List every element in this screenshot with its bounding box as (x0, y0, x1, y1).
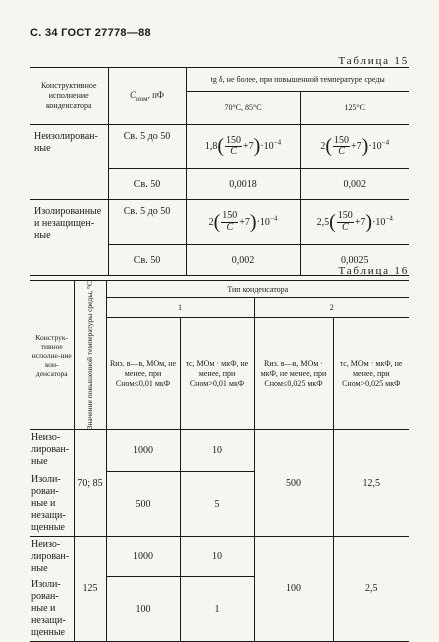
t15-cap-over: Св. 50 (108, 245, 186, 276)
t16-value: 1 (180, 577, 254, 642)
table16-caption: Таблица 16 (338, 265, 409, 277)
t16-value: 500 (254, 430, 333, 537)
t15-col-design-header: Конструктивное исполнение конденсатора (30, 68, 108, 125)
t16-design-insulated: Изоли-рован-ные и незащи-щенные (30, 577, 74, 642)
t15-formula-cell: 2,5( $\frac{150}{C}$ $+7)\cdot 10^{-4}$ (300, 200, 409, 245)
table16 (30, 280, 409, 642)
t16-design-insulated: Изоли-рован-ные и незащи-щенные (30, 472, 74, 537)
t16-sub-rinsulation-2: Rиз. в—в, МОм · мкФ, не менее, при Cном≤0,025 мкФ (254, 318, 333, 430)
t15-value: 0,002 (186, 245, 300, 276)
t15-col-cap-header: $C_{ном}$, пФ (108, 68, 186, 125)
t15-formula-cell: 1,8( $\frac{150}{C}$ $+7)\cdot 10^{-4}$ (186, 125, 300, 169)
table15 (30, 67, 409, 276)
t15-value: 0,0025 (300, 245, 409, 276)
t16-type1: 1 (106, 298, 254, 318)
page-header: С. 34 ГОСТ 27778—88 (30, 27, 151, 39)
table15-caption: Таблица 15 (338, 55, 409, 67)
t16-value: 10 (180, 536, 254, 577)
t15-temp2: 125°С (300, 92, 409, 125)
t16-sub-rinsulation-1: Rиз. в—в, МОм, не менее, при Cном≤0,01 мкФ (106, 318, 180, 430)
t16-value: 2,5 (333, 536, 409, 641)
t16-value: 1000 (106, 430, 180, 472)
t16-value: 100 (106, 577, 180, 642)
t16-design-uninsulated: Неизо-лирован-ные (31, 432, 70, 468)
t16-value: 5 (180, 472, 254, 537)
t16-sub-tau-1: τс, МОм · мкФ, не менее, при Cном>0,01 мкФ (180, 318, 254, 430)
t15-formula-cell: 2( $\frac{150}{C}$ $+7)\cdot 10^{-4}$ (186, 200, 300, 245)
t16-type-header: Тип конденсатора (106, 281, 409, 298)
t16-value: 500 (106, 472, 180, 537)
t15-design-uninsulated: Неизолирован-ные (30, 125, 108, 200)
t16-design-uninsulated: Неизо-лирован-ные (31, 538, 70, 574)
t16-value: 10 (180, 430, 254, 472)
t15-design-insulated: Изолированные и незащищен-ные (30, 200, 108, 276)
t16-sub-tau-2: τс, МОм · мкФ, не менее, при Cном>0,025 мкФ (333, 318, 409, 430)
t15-value: 0,002 (300, 169, 409, 200)
t15-tgd-header: tg δ, не более, при повышенной температуре среды (186, 68, 409, 92)
t15-temp1: 70°С, 85°С (186, 92, 300, 125)
t16-value: 100 (254, 536, 333, 641)
t15-cap-range: Св. 5 до 50 (108, 200, 186, 245)
t16-value: 1000 (106, 536, 180, 577)
t15-cap-over: Св. 50 (108, 169, 186, 200)
t16-type2: 2 (254, 298, 409, 318)
t16-col-design-header: Конструк-тивное исполне-ние кон-денсатора (30, 281, 74, 430)
t15-formula-cell: 2( $\frac{150}{C}$ $+7)\cdot 10^{-4}$ (300, 125, 409, 169)
t16-temp-value: 125 (74, 536, 106, 641)
t16-value: 12,5 (333, 430, 409, 537)
t16-temp-value: 70; 85 (74, 430, 106, 537)
t15-value: 0,0018 (186, 169, 300, 200)
t15-cap-range: Св. 5 до 50 (108, 125, 186, 169)
t16-col-temp-header: Значение повышенной температуры среды, °С (74, 281, 106, 430)
